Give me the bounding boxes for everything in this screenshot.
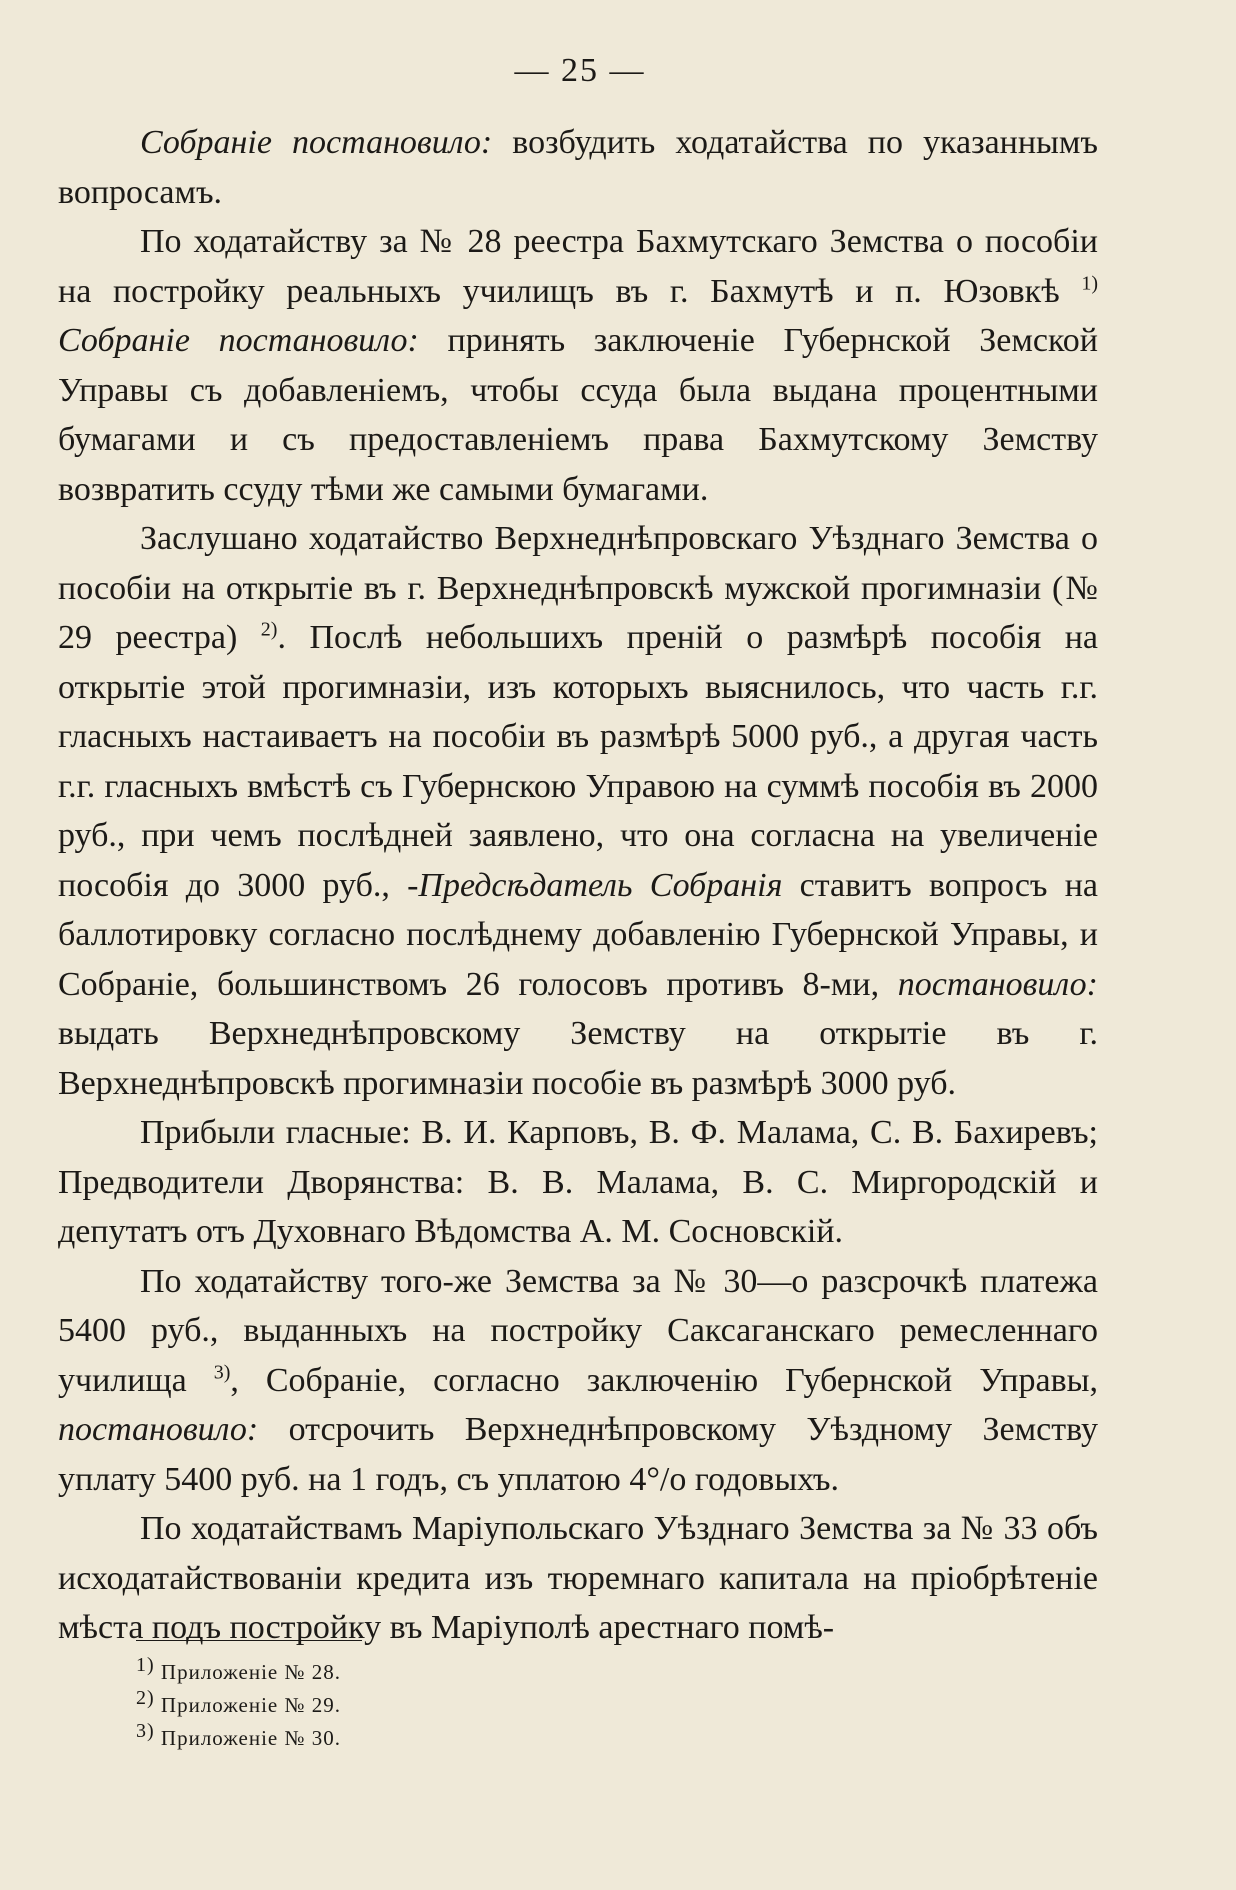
footnote-3	[136, 1722, 836, 1755]
footnote-1	[136, 1656, 836, 1689]
text-run: По ходатайствамъ Маріупольскаго Уѣзднаго Земства за № 33 объ исходатайствованіи кредита изъ тюремнаго капитала на пріобрѣтеніе мѣста подъ постройку въ Маріуполѣ арестнаго помѣ-	[58, 1510, 1098, 1646]
paragraph-4	[58, 1108, 1098, 1257]
text-run: ставитъ вопросъ на баллотировку согласно послѣднему добавленію Губернской Управы, и Собраніе, большинствомъ 26 голосовъ противъ 8-ми,	[58, 866, 1099, 1003]
emphasis: постановило:	[897, 965, 1098, 1003]
footnote-mark: 2)	[136, 1687, 155, 1709]
text-run: . Послѣ небольшихъ преній о размѣрѣ пособія на открытіе этой прогимназіи, изъ которыхъ выяснилось, что часть г.г. гласныхъ настаиваетъ на пособіи въ размѣрѣ 5000 руб., а другая часть г.г. гласныхъ вмѣстѣ съ Губернскою Управою на суммѣ пособія въ 2000 руб., при чемъ послѣдней заявлено, что она согласна на увеличеніе пособія до 3000 руб., -	[58, 619, 1099, 904]
footnote-ref-1: 1)	[1081, 272, 1098, 295]
footnote-mark: 3)	[136, 1720, 155, 1742]
text-run: Заслушано ходатайство Верхнеднѣпровскаго Уѣзднаго Земства о пособіи на открытіе въ г. Верхнеднѣпровскѣ мужской прогимназіи (№ 29 реестра)	[58, 520, 1098, 656]
body-text	[58, 118, 1098, 1653]
paragraph-1	[58, 118, 1098, 217]
text-run: , Собраніе, согласно заключенію Губернской Управы,	[230, 1361, 1098, 1399]
paragraph-2	[58, 217, 1098, 514]
paragraph-6	[58, 1504, 1098, 1653]
footnote-ref-2: 2)	[260, 618, 278, 641]
text-run: принять заключеніе Губернской Земской Управы съ добавленіемъ, чтобы ссуда была выдана процентными бумагами и съ предоставленіемъ права Бахмутскому Земству возвратить ссуду тѣми же самыми бумагами.	[58, 322, 1098, 508]
footnote-divider	[136, 1640, 362, 1641]
emphasis: Предсѣдатель Собранія	[418, 866, 783, 904]
emphasis: Собраніе постановило:	[58, 322, 419, 359]
text-run: возбудить ходатайства по указаннымъ вопросамъ.	[58, 124, 1098, 211]
footnote-ref-3: 3)	[213, 1361, 231, 1384]
emphasis: постановило:	[58, 1411, 259, 1448]
footnote-text: Приложеніе № 28.	[154, 1660, 342, 1684]
text-run: выдать Верхнеднѣпровскому Земству на открытіе въ г. Верхнеднѣпровскѣ прогимназіи пособіе въ размѣрѣ 3000 руб.	[58, 1015, 1098, 1102]
text-run: Прибыли гласные: В. И. Карповъ, В. Ф. Малама, С. В. Бахиревъ; Предводители Дворянства: В. В. Малама, В. С. Миргородскій и депутатъ отъ Духовнаго Вѣдомства А. М. Сосновскій.	[58, 1114, 1098, 1250]
page-number: — 25 —	[514, 52, 646, 89]
emphasis: Собраніе постановило:	[140, 124, 493, 161]
footnote-text: Приложеніе № 30.	[154, 1726, 342, 1750]
footnote-2	[136, 1689, 836, 1722]
text-run: отсрочить Верхнеднѣпровскому Уѣздному Земству уплату 5400 руб. на 1 годъ, съ уплатою 4°/о годовыхъ.	[58, 1411, 1098, 1498]
text-run: По ходатайству того-же Земства за № 30—о разсрочкѣ платежа 5400 руб., выданныхъ на постройку Саксаганскаго ремесленнаго училища	[58, 1262, 1098, 1399]
footnote-mark: 1)	[136, 1654, 155, 1676]
paragraph-3	[58, 514, 1098, 1108]
paragraph-5	[58, 1257, 1098, 1505]
footnotes	[136, 1656, 836, 1755]
text-run: По ходатайству за № 28 реестра Бахмутскаго Земства о пособіи на постройку реальныхъ училищъ въ г. Бахмутѣ и п. Юзовкѣ	[58, 223, 1098, 310]
footnote-text: Приложеніе № 29.	[154, 1693, 342, 1717]
